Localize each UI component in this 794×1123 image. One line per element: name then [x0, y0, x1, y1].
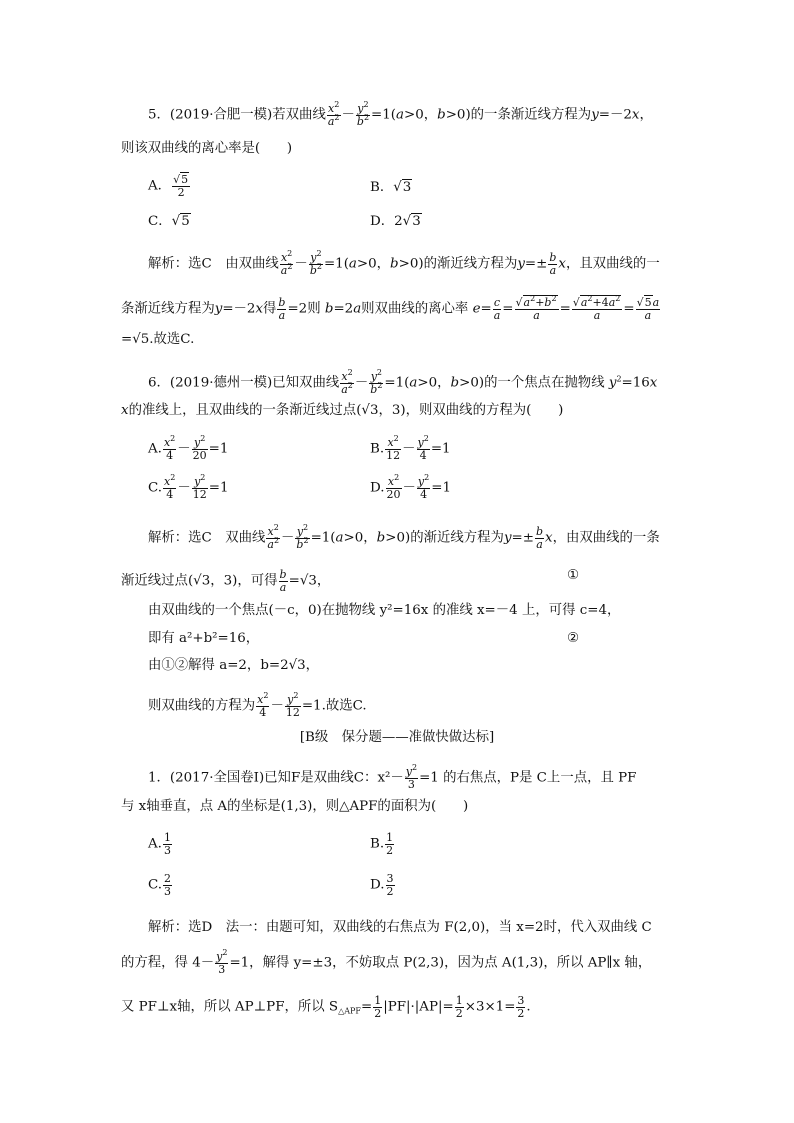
q6-option-d: D. $\frac{x^2}{20}$ － $\frac{y^2}{4}$ =1 [370, 473, 451, 501]
equation-marker-1: ① [567, 568, 580, 583]
q1-option-b: B. $\frac{1}{2}$ [370, 831, 394, 857]
q1-option-a: A. $\frac{1}{3}$ [148, 831, 171, 857]
q5-source: (2019·合肥一模) [169, 107, 273, 123]
q5-number: 5． [148, 107, 170, 123]
q6-solution-line3: 由双曲线的一个焦点(－c，0)在抛物线 y²=16x 的准线 x=－4 上，可得 c=4， [148, 603, 621, 618]
q6-option-a: A. $\frac{x^2}{4}$ － $\frac{y^2}{20}$ =1 [148, 434, 229, 462]
q6-option-c: C. $\frac{x^2}{4}$ － $\frac{y^2}{12}$ =1 [148, 473, 229, 501]
q1-option-c: C. $\frac{2}{3}$ [148, 872, 172, 898]
equation-marker-2: ② [567, 631, 580, 646]
q6-stem-line2: x的准线上，且双曲线的一条渐近线过点(√3，3)，则双曲线的方程为( ) [121, 403, 564, 418]
q1-stem-line1: 1．(2017·全国卷Ⅰ)已知F是双曲线C：x²－ $\frac{y^2}{3}$ =1 的右焦点，P是 C上一点，且 PF [148, 763, 637, 791]
q1-option-d: D. $\frac{3}{2}$ [370, 872, 394, 898]
q5-option-c: C．√5 [148, 214, 190, 229]
q6-solution-line2: 渐近线过点(√3，3)，可得 $\frac{b}{a}$ =√3， [121, 568, 331, 594]
q5-solution-line3: =√5.故选C. [121, 332, 195, 347]
section-heading: [B级 保分题——准做快做达标] [299, 730, 495, 745]
q5-option-d: D．2√3 [370, 214, 421, 229]
q6-source: (2019·德州一模) [169, 375, 273, 391]
q1-solution-line3: 又 PF⊥x轴，所以 AP⊥PF，所以 $S_{\triangle APF}=$ $\frac{1}{2}$ |PF|·|AP|= $\frac{1}{2}$ ×3×1= $\frac{3}{2}$ . [121, 994, 531, 1020]
fraction: $\frac{y^2}{b^2}$ [356, 100, 370, 128]
q6-number: 6． [148, 375, 170, 391]
q1-stem-line2: 与 x轴垂直，点 A的坐标是(1,3)，则△APF的面积为( ) [121, 799, 469, 814]
q6-option-b: B. $\frac{x^2}{12}$ － $\frac{y^2}{4}$ =1 [370, 434, 451, 462]
q5-option-b: B．√3 [370, 180, 412, 195]
q6-solution-line1: 解析：选C 双曲线 $\frac{x^2}{a^2}$ － $\frac{y^2}{b^2}$ =1(a>0，b>0)的渐近线方程为y=± $\frac{b}{a}$ x，由双曲线的一条 [148, 523, 660, 551]
q1-number: 1． [148, 770, 170, 786]
q6-solution-line5: 由①②解得 a=2，b=2√3， [148, 658, 320, 673]
q5-solution-line2: 条渐近线方程为y=－2x得 $\frac{b}{a}$ =2则 b=2a则双曲线的离心率 e= $\frac{c}{a}$ = $\frac{√a^2+b^2}{a}$ = $\frac{√a^2+4a^2}{a}$ = $\frac{√5a}{a}$ [121, 294, 660, 322]
q5-stem-line1: 5．(2019·合肥一模)若双曲线 $\frac{x^2}{a^2}$ － $\frac{y^2}{b^2}$ =1(a>0，b>0)的一条渐近线方程为y=－2x， [148, 100, 653, 128]
q1-solution-line2: 的方程，得 4－ $\frac{y^2}{3}$ =1，解得 y=±3，不妨取点 P(2,3)，因为点 A(1,3)，所以 AP∥x 轴， [121, 948, 652, 976]
q5-stem-line2: 则该双曲线的离心率是( ) [121, 141, 293, 156]
q1-solution-line1: 解析：选D 法一：由题可知，双曲线的右焦点为 F(2,0)，当 x=2时，代入双曲线 C [148, 920, 652, 935]
fraction: $\frac{x^2}{a^2}$ [327, 100, 340, 128]
q1-source: (2017·全国卷Ⅰ) [169, 770, 265, 786]
q6-solution-line4: 即有 a²+b²=16， [148, 631, 260, 646]
q5-option-a: A． $\frac{√5}{2}$ [148, 173, 189, 199]
q6-solution-line6: 则双曲线的方程为 $\frac{x^2}{4}$ － $\frac{y^2}{12}$ =1.故选C. [148, 691, 367, 719]
q6-stem-line1: 6．(2019·德州一模)已知双曲线 $\frac{x^2}{a^2}$ － $\frac{y^2}{b^2}$ =1(a>0，b>0)的一个焦点在抛物线 $y^2=16x$ [148, 368, 658, 396]
q5-solution-line1: 解析：选C 由双曲线 $\frac{x^2}{a^2}$ － $\frac{y^2}{b^2}$ =1(a>0，b>0)的渐近线方程为y=± $\frac{b}{a}$ x，且双曲线的一 [148, 249, 660, 277]
